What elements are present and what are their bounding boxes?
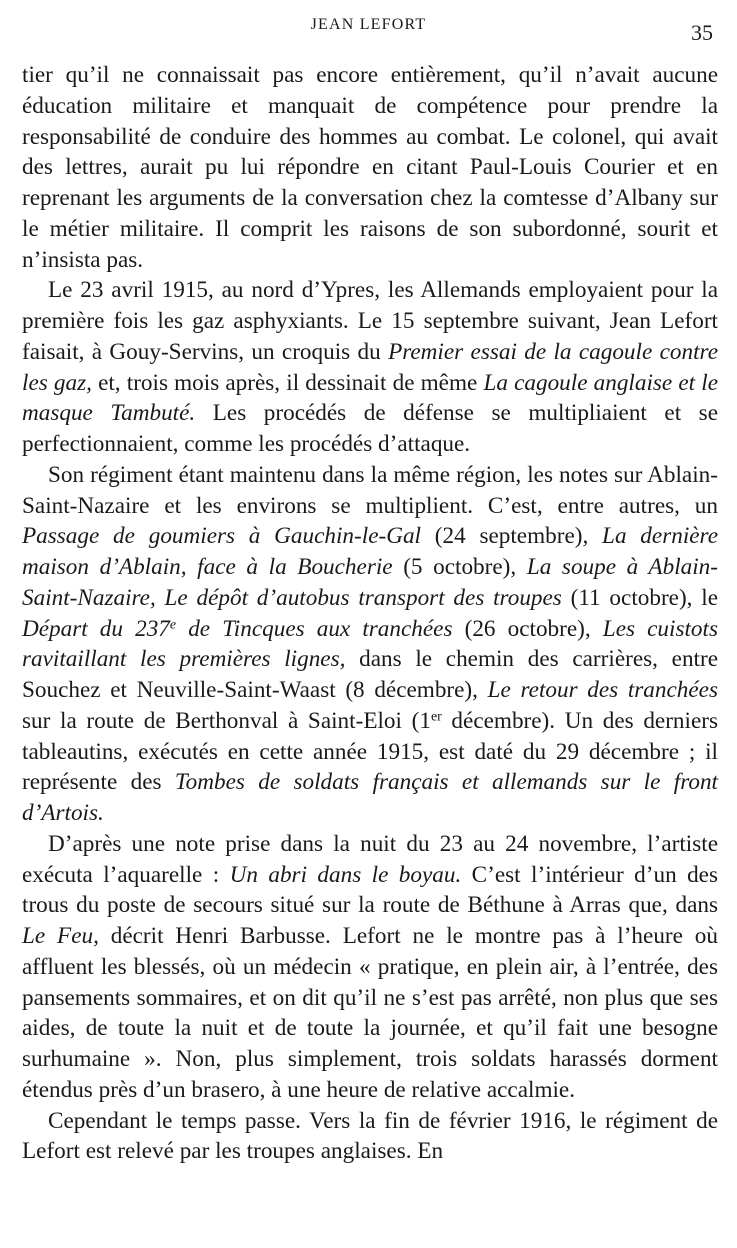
italic-title: La dernière maison d’Ablain, face à la Boucherie <box>22 523 719 580</box>
italic-title: La soupe à Ablain-Saint-Nazaire, Le dépôt d’autobus transport des troupes <box>22 554 718 611</box>
paragraph <box>22 1106 718 1168</box>
italic-title: Départ du 237 <box>22 615 170 642</box>
running-head: JEAN LEFORT <box>310 16 427 33</box>
text-run: D’après une note prise dans la nuit du 23 au 24 novembre, l’artiste exécuta l’aquarelle : <box>22 830 718 888</box>
paragraph <box>22 829 718 1106</box>
text-run: (11 octobre), le <box>561 584 718 611</box>
text-run: Cependant le temps passe. Vers la fin de février 1916, le régiment de Lefort est relevé par les troupes anglaises. En <box>22 1107 718 1165</box>
text-run: C’est l’intérieur d’un des trous du poste de secours situé sur la route de Béthune à Arras que, dans <box>22 861 718 919</box>
italic-title: Tombes de soldats français et allemands sur le front d’Artois. <box>22 769 718 826</box>
paragraph <box>22 60 718 275</box>
italic-title: Le Feu, <box>22 923 99 949</box>
paragraph <box>22 460 718 829</box>
text-run: Son régiment étant maintenu dans la même région, les notes sur Ablain-Saint-Nazaire et les environs se multiplient. C’est, entre autres, un <box>22 461 718 519</box>
italic-title: La cagoule anglaise et le masque Tambuté. <box>22 369 719 427</box>
text-run: tier qu’il ne connaissait pas encore entièrement, qu’il n’avait aucune éducation militaire et manquait de compétence pour prendre la responsabilité de conduire des hommes au combat. Le colonel, qui avait des lettres, aurait pu lui répondre en citant Paul-Louis Courier et en reprenant les arguments de la conversation chez la comtesse d’Albany sur le métier militaire. Il comprit les raisons de son subordonné, sourit et n’insista pas. <box>22 62 718 273</box>
paragraph <box>22 275 718 460</box>
text-run: décembre). Un des derniers tableautins, exécutés en cette année 1915, est daté du 29 décembre ; il représente des <box>22 707 718 796</box>
text-run: (24 septembre), <box>421 523 603 550</box>
italic-title: Premier essai de la cagoule contre les gaz, <box>22 338 718 396</box>
text-run: (26 octobre), <box>452 615 603 642</box>
text-run: Le 23 avril 1915, au nord d’Ypres, les Allemands employaient pour la première fois les gaz asphyxiants. Le 15 septembre suivant, Jean Lefort faisait, à Gouy-Servins, un croquis du <box>22 277 718 365</box>
page-number: 35 <box>691 20 713 45</box>
text-run: décrit Henri Barbusse. Lefort ne le montre pas à l’heure où affluent les blessés, où un médecin « pratique, en plein air, à l’entrée, des pansements sommaires, et on dit qu’il ne s’est pas arrêté, non plus que ses aides, de toute la nuit et de toute la journée, et qu’il fait une besogne surhumaine ». Non, plus simplement, trois soldats harassés dorment étendus près d’un brasero, à une heure de relative accalmie. <box>22 923 718 1103</box>
page-header <box>0 14 737 44</box>
text-run: (5 octobre), <box>392 554 527 580</box>
text-run: dans le chemin des carrières, entre Souchez et Neuville-Saint-Waast (8 décembre), <box>22 646 718 703</box>
italic-title: Les cuistots ravitaillant les premières lignes, <box>22 615 718 673</box>
superscript: er <box>430 709 442 725</box>
italic-title: Le retour des tranchées <box>487 677 718 703</box>
text-run: sur la route de Berthonval à Saint-Eloi (1 <box>22 707 431 734</box>
italic-title: Un abri dans le boyau. <box>229 861 462 888</box>
superscript: e <box>169 616 177 632</box>
text-run: et, trois mois après, il dessinait de même <box>91 369 484 396</box>
body-text <box>22 60 718 1167</box>
text-run: Les procédés de défense se multipliaient et se perfectionnaient, comme les procédés d’attaque. <box>22 400 719 457</box>
italic-title: Passage de goumiers à Gauchin-le-Gal <box>22 523 421 550</box>
italic-title: de Tincques aux tranchées <box>176 615 453 642</box>
